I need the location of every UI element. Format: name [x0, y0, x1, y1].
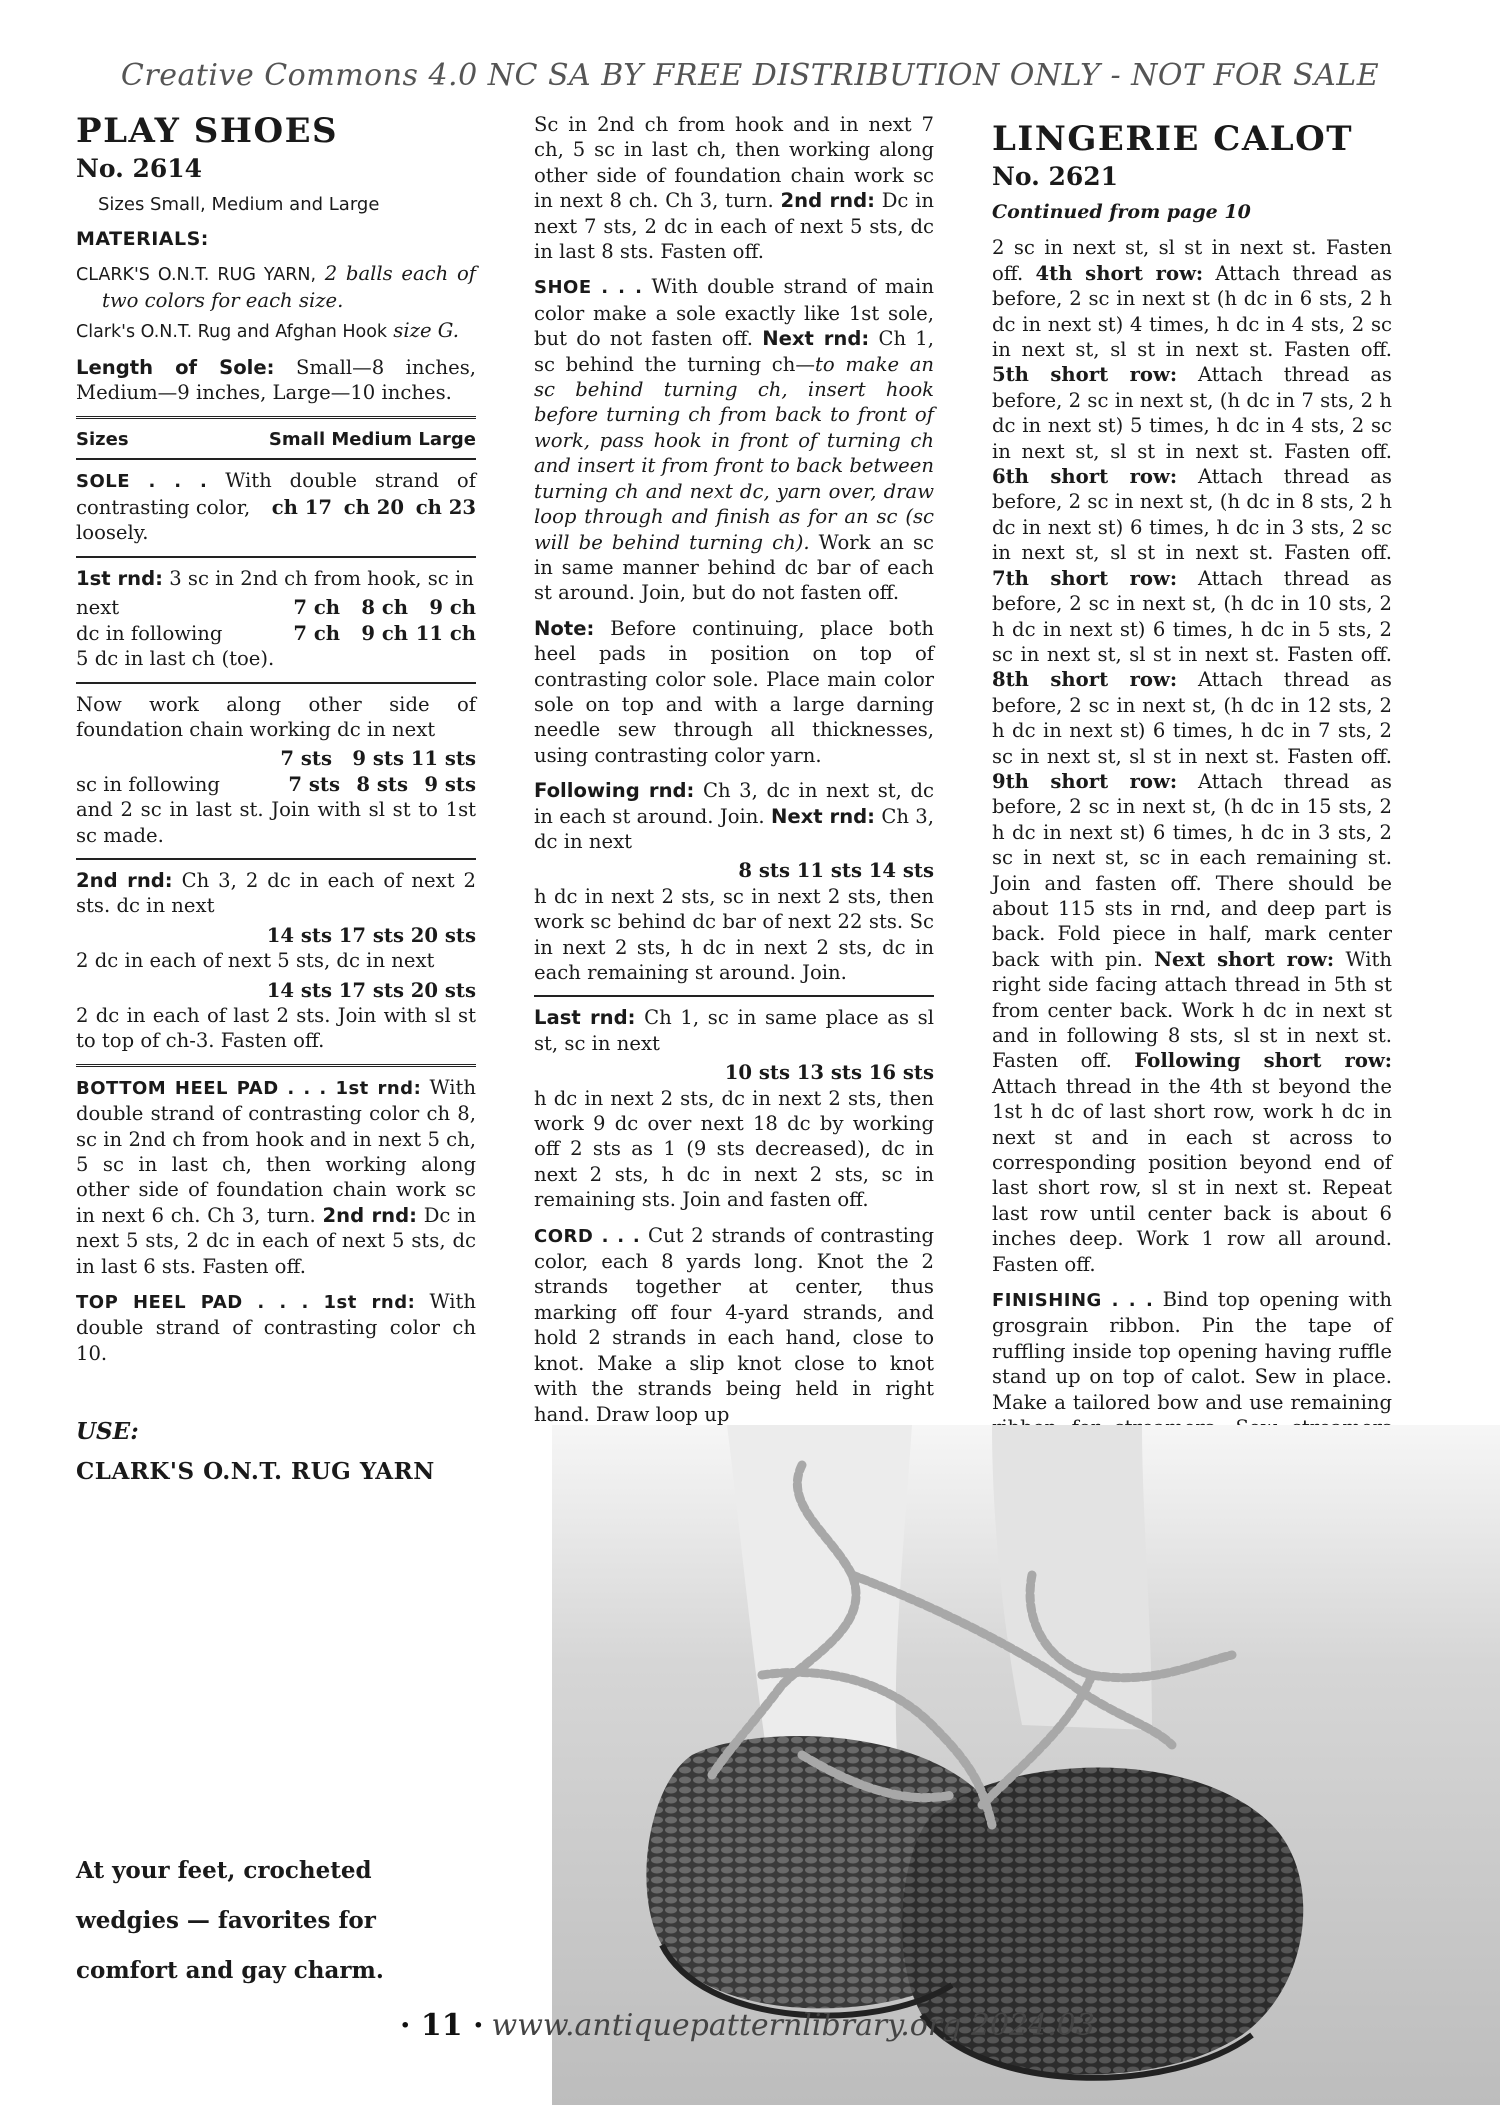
play-shoes-column: [76, 112, 476, 1376]
round-1b-values: 7 sts 9 sts 11 sts: [280, 747, 476, 771]
divider: [76, 858, 476, 860]
cord-instructions: CORD . . . Cut 2 strands of contrasting color, each 8 yards long. Knot the 2 strands together at center, thus marking off four 4-yard strands, and hold 2 strands in each hand, close to knot. Make a slip knot close to knot with the strands being held in right hand. Draw loop up: [534, 1223, 934, 1426]
continued-from: Continued from page 10: [992, 201, 1251, 223]
footer: [400, 2008, 1095, 2043]
materials-heading: MATERIALS:: [76, 228, 209, 251]
following-round: Following rnd: Ch 3, dc in next st, dc in each st around. Join. Next rnd: Ch 3, dc in next: [534, 779, 934, 853]
instructions-continued-column: [534, 112, 934, 1462]
footer-url: www.antiquepatternlibrary.org 2024.03: [491, 2008, 1095, 2043]
last-end: h dc in next 2 sts, dc in next 2 sts, then work 9 dc over next 18 dc by working off 2 sts as 1 (9 sts decreased), dc in next 2 sts, h dc in next 2 sts, sc in remaining sts. Join and fasten off.: [534, 1086, 934, 1212]
last-values: 10 sts 13 sts 16 sts: [724, 1061, 934, 1085]
play-shoes-title: PLAY SHOES: [76, 111, 339, 151]
calot-instructions: 2 sc in next st, sl st in next st. Fasten off. 4th short row: Attach thread as before, 2 sc in next st (h dc in 6 sts, 2 h dc in next st) 4 times, h dc in 4 sts, 2 sc in next st, sl st in next st. Fasten off. 5th short row: Attach thread as before, 2 sc in next st, (h dc in 7 sts, 2 h dc in next st) 5 times, h dc in 4 sts, 2 sc in next st, sl st in next st. Fasten off. 6th short row: Attach thread as before, 2 sc in next st, (h dc in 8 sts, 2 h dc in next st) 6 times, h dc in 3 sts, 2 sc in next st, sl st in next st. Fasten off. 7th short row: Attach thread as before, 2 sc in next st, (h dc in 10 sts, 2 h dc in next st) 6 times, h dc in 5 sts, 2 sc in next st, sl st in next st. Fasten off. 8th short row: Attach thread as before, 2 sc in next st, (h dc in 12 sts, 2 h dc in next st) 6 times, h dc in 7 sts, 2 sc in next st, sl st in next st. Fasten off. 9th short row: Attach thread as before, 2 sc in next st, (h dc in 15 sts, 2 h dc in next st) 6 times, h dc in 3 sts, 2 sc in next st, sc in each remaining st. Join and fasten off. There should be about 115 sts in rnd, and deep part is back. Fold piece in half, mark center back with pin. Next short row: With right side facing attach thread in 5th st from center back. Work h dc in next st and in following 8 sts, sl st in next st. Fasten off. Following short row: Attach thread in the 4th st beyond the 1st h dc of last short row, work h dc in next st and in each st across to corresponding position beyond end of last short row, sl st in next st. Repeat last row until center back is about 6 inches deep. Work 1 row all around. Fasten off.: [992, 236, 1393, 1276]
last-round: Last rnd: Ch 1, sc in same place as sl st, sc in next: [534, 1006, 935, 1055]
play-shoes-photo: [552, 1425, 1500, 2105]
round-1b: Now work along other side of foundation chain working dc in next: [76, 692, 476, 741]
round-2-end: 2 dc in each of last 2 sts. Join with sl st to top of ch-3. Fasten off.: [76, 1003, 476, 1053]
sizes-header: Sizes Small Medium Large: [76, 428, 476, 450]
round-2-values: 14 sts 17 sts 20 sts: [266, 923, 476, 947]
divider: [534, 995, 934, 997]
round-2-mid: 2 dc in each of next 5 sts, dc in next: [76, 949, 435, 973]
top-heel-pad-cont: Sc in 2nd ch from hook and in next 7 ch, 5 sc in last ch, then working along other side of foundation chain work sc in next 8 ch. Ch 3, turn. 2nd rnd: Dc in next 7 sts, 2 dc in each of next 5 sts, dc in last 8 sts. Fasten off.: [534, 113, 934, 264]
length-of-sole: Length of Sole: Small—8 inches, Medium—9 inches, Large—10 inches.: [76, 356, 476, 405]
round-1b-end: and 2 sc in last st. Join with sl st to 1st sc made.: [76, 798, 476, 847]
play-shoes-number: No. 2614: [76, 154, 203, 183]
round-1-next: next 7 ch 8 ch 9 ch: [76, 596, 476, 620]
note: Note: Before continuing, place both heel pads in position on top of contrasting color sole. Place main color sole on top and with a large darning needle sew through all thicknesses, using contrasting color yarn.: [534, 616, 934, 767]
divider: [76, 556, 476, 558]
lingerie-calot-title: LINGERIE CALOT: [992, 119, 1354, 159]
sizes-note: Sizes Small, Medium and Large: [98, 194, 380, 215]
lingerie-calot-number: No. 2621: [992, 162, 1119, 191]
sole-instructions: SOLE . . . With double strand of contrasting color,: [76, 469, 476, 519]
divider: [76, 458, 476, 460]
divider: [76, 682, 476, 684]
use-heading: USE:: [76, 1418, 139, 1445]
round-1: 1st rnd: 3 sc in 2nd ch from hook, sc in: [76, 566, 474, 590]
lingerie-calot-column: [992, 112, 1392, 1501]
round-2-values-2: 14 sts 17 sts 20 sts: [266, 978, 476, 1002]
round-1-dc: dc in following 7 ch 9 ch 11 ch: [76, 621, 476, 645]
sole-values: ch 17 ch 20 ch 23: [271, 496, 476, 520]
divider: [76, 1064, 476, 1067]
round-1-end: 5 dc in last ch (toe).: [76, 647, 275, 671]
round-2: 2nd rnd: Ch 3, 2 dc in each of next 2 sts. dc in next: [76, 868, 476, 918]
following-end: h dc in next 2 sts, sc in next 2 sts, then work sc behind dc bar of next 22 sts. Sc in next 2 sts, h dc in next 2 sts, dc in each remaining st around. Join.: [534, 884, 934, 984]
following-values: 8 sts 11 sts 14 sts: [738, 859, 934, 883]
material-yarn: CLARK'S O.N.T. RUG YARN, 2 balls each of two colors for each size.: [76, 261, 476, 313]
photo-caption: At your feet, crocheted wedgies — favorites for comfort and gay charm.: [76, 1857, 384, 1984]
finishing: FINISHING . . . Bind top opening with grosgrain ribbon. Pin the tape of ruffling inside top opening having ruffle stand up on top of calot. Sew in place. Make a tailored bow and use remaining: [992, 1288, 1392, 1414]
material-hook: Clark's O.N.T. Rug and Afghan Hook size G.: [76, 318, 459, 342]
page-number: · 11 ·: [400, 2008, 484, 2043]
divider: [76, 416, 476, 419]
crocheted-wedgies-illustration: [552, 1425, 1500, 2105]
bottom-heel-pad: BOTTOM HEEL PAD . . . 1st rnd: With double strand of contrasting color ch 8, sc in 2nd ch from hook and in next 5 ch, 5 sc in last ch, then working along other side of foundation chain work sc in next 6 ch. Ch 3, turn. 2nd rnd: Dc in next 5 sts, 2 dc in each of next 5 sts, dc in last 6 sts. Fasten off.: [76, 1075, 476, 1278]
shoe-instructions: SHOE . . . With double strand of main color make a sole exactly like 1st sole, but do not fasten off. Next rnd: Ch 1, sc behind the turning ch—to make an sc behind turning ch, insert hook before turning ch from back to front of work, pass hook in front of turning ch and insert it from front to back between turning ch and next dc, yarn over, draw loop through and finish as for an sc (sc will be behind turning ch). Work an sc in same manner behind dc bar of each st around. Join, but do not fasten off.: [534, 275, 934, 605]
license-banner: Creative Commons 4.0 NC SA BY FREE DISTRIBUTION ONLY - NOT FOR SALE: [120, 58, 1380, 93]
sole-end: loosely.: [76, 521, 149, 545]
round-1b-sc: sc in following 7 sts 8 sts 9 sts: [76, 772, 476, 796]
top-heel-pad: TOP HEEL PAD . . . 1st rnd: With double strand of contrasting color ch 10.: [76, 1290, 476, 1365]
use-value: CLARK'S O.N.T. RUG YARN: [76, 1458, 435, 1485]
